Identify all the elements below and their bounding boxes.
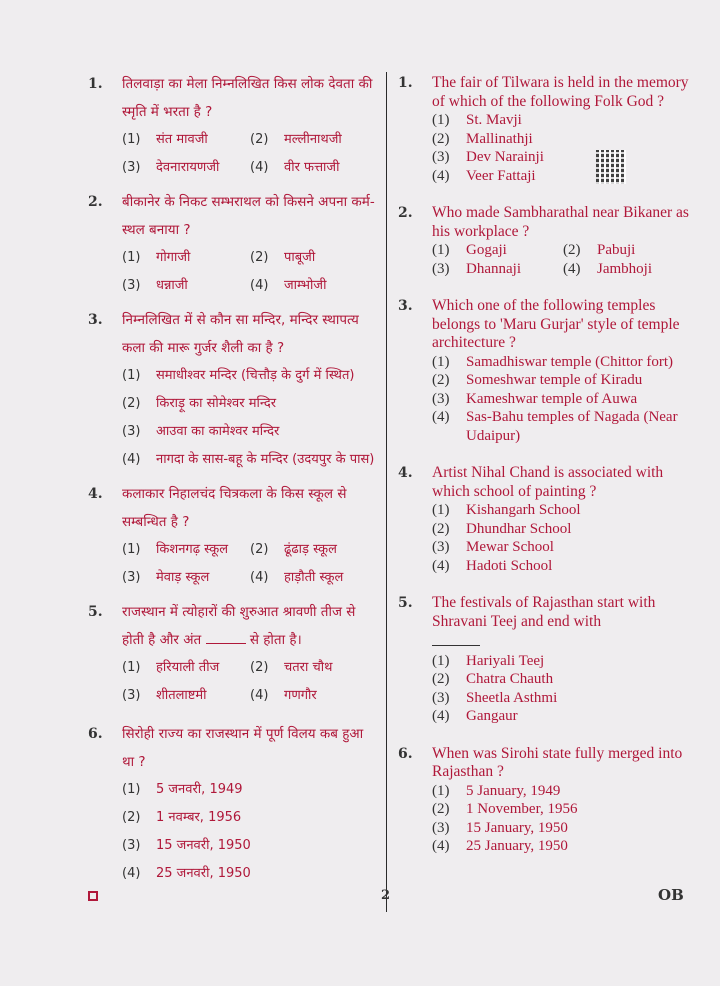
fill-blank — [206, 631, 246, 644]
question-text: राजस्थान में त्योहारों की शुरुआत श्रावणी तीज से होती है और अंत से होता है। — [122, 604, 356, 648]
option: (2) Someshwar temple of Kiradu — [432, 372, 643, 388]
option: (1) गोगाजी — [122, 250, 191, 265]
page-number: 2 — [381, 888, 391, 903]
question-number: 1. — [88, 76, 103, 92]
option: (3) Dhannaji — [432, 260, 521, 277]
option: (1) 5 जनवरी, 1949 — [122, 782, 243, 797]
option: (1) Samadhiswar temple (Chittor fort) — [432, 353, 674, 370]
option: (1) Hariyali Teej — [432, 652, 545, 669]
option: (1) संत मावजी — [122, 132, 208, 147]
booklet-code: OB — [658, 886, 684, 904]
option: (4) 25 January, 1950 — [432, 838, 568, 854]
option: (2) Mallinathji — [432, 130, 533, 147]
option: (3) Kameshwar temple of Auwa — [432, 390, 638, 407]
option: (1) समाधीश्वर मन्दिर (चित्तौड़ के दुर्ग में स्थित) — [122, 368, 355, 383]
question-number: 1. — [398, 75, 413, 91]
english-column — [398, 74, 694, 856]
option: (3) Dev Narainji — [432, 149, 544, 165]
option: (3) धन्नाजी — [122, 278, 188, 293]
option: (4) नागदा के सास-बहू के मन्दिर (उदयपुर के पास) — [122, 452, 375, 467]
question-number: 3. — [398, 298, 413, 314]
question-text: कलाकार निहालचंद चित्रकला के किस स्कूल से सम्बन्धित है ? — [122, 486, 347, 530]
hindi-question-6 — [88, 720, 378, 888]
option: (1) St. Mavji — [432, 112, 522, 128]
question-text: The fair of Tilwara is held in the memory of which of the following Folk God ? — [432, 74, 689, 110]
option: (1) Kishangarh School — [432, 502, 581, 518]
option: (4) Hadoti School — [432, 557, 553, 574]
question-text: निम्नलिखित में से कौन सा मन्दिर, मन्दिर स्थापत्य कला की मारू गुर्जर शैली का है ? — [122, 312, 359, 356]
option: (2) मल्लीनाथजी — [250, 132, 342, 147]
english-question-4 — [398, 464, 694, 575]
question-number: 5. — [398, 595, 413, 611]
question-text: When was Sirohi state fully merged into Rajasthan ? — [432, 744, 683, 780]
question-number: 4. — [88, 486, 103, 502]
question-number: 6. — [398, 745, 413, 762]
option: (1) किशनगढ़ स्कूल — [122, 542, 229, 557]
option: (4) हाड़ौती स्कूल — [250, 570, 344, 585]
option: (3) आउवा का कामेश्वर मन्दिर — [122, 424, 280, 439]
fill-blank — [432, 631, 480, 646]
option: (1) Gogaji — [432, 242, 507, 258]
english-question-5 — [398, 594, 694, 726]
question-text: Artist Nihal Chand is associated with which school of painting ? — [432, 464, 664, 500]
option: (2) पाबूजी — [250, 250, 316, 265]
question-number: 5. — [88, 604, 103, 620]
question-text: तिलवाड़ा का मेला निम्नलिखित किस लोक देवता की स्मृति में भरता है ? — [122, 76, 373, 120]
option: (2) किराड़ू का सोमेश्वर मन्दिर — [122, 396, 277, 411]
square-marker-icon — [88, 891, 98, 901]
option: (3) Sheetla Asthmi — [432, 689, 558, 706]
option: (4) गणगौर — [250, 688, 317, 703]
option: (3) मेवाड़ स्कूल — [122, 570, 210, 585]
option: (4) वीर फत्ताजी — [250, 160, 340, 175]
option: (4) Sas-Bahu temples of Nagada (Near Udaipur) — [432, 409, 678, 444]
option: (1) 5 January, 1949 — [432, 782, 561, 799]
option: (3) 15 जनवरी, 1950 — [122, 838, 251, 853]
hindi-question-2 — [88, 188, 378, 300]
option: (4) जाम्भोजी — [250, 278, 327, 293]
option: (4) Jambhoji — [563, 260, 652, 277]
option: (2) ढूंढाड़ स्कूल — [250, 542, 337, 557]
option: (4) 25 जनवरी, 1950 — [122, 866, 251, 881]
hindi-question-5 — [88, 598, 378, 710]
option: (4) Gangaur — [432, 708, 518, 724]
question-number: 4. — [398, 465, 413, 481]
question-text: The festivals of Rajasthan start with Shravani Teej and end with — [432, 594, 656, 630]
question-number: 2. — [88, 194, 103, 210]
english-question-1 — [398, 74, 694, 185]
option: (3) 15 January, 1950 — [432, 819, 568, 836]
option: (2) Pabuji — [563, 242, 636, 258]
english-question-6 — [398, 745, 694, 856]
hindi-question-1 — [88, 70, 378, 182]
english-question-3 — [398, 297, 694, 445]
option: (2) 1 नवम्बर, 1956 — [122, 810, 242, 825]
option: (3) शीतलाष्टमी — [122, 688, 207, 703]
question-text: बीकानेर के निकट सम्भराथल को किसने अपना कर्म-स्थल बनाया ? — [122, 194, 375, 238]
hindi-column — [88, 70, 378, 888]
question-number: 3. — [88, 312, 103, 328]
option: (2) Dhundhar School — [432, 520, 572, 537]
question-number: 2. — [398, 205, 413, 221]
column-divider — [386, 72, 387, 912]
option: (2) चतरा चौथ — [250, 660, 333, 675]
hindi-question-3 — [88, 306, 378, 474]
question-text: Who made Sambharathal near Bikaner as his workplace ? — [432, 204, 689, 240]
question-text: Which one of the following temples belongs to 'Maru Gurjar' style of temple architecture ? — [432, 297, 680, 351]
option: (3) देवनारायणजी — [122, 160, 220, 175]
option: (1) हरियाली तीज — [122, 660, 220, 675]
hindi-question-4 — [88, 480, 378, 592]
option: (2) 1 November, 1956 — [432, 801, 578, 817]
option: (2) Chatra Chauth — [432, 671, 554, 687]
english-question-2 — [398, 204, 694, 278]
option: (3) Mewar School — [432, 539, 554, 555]
question-text: सिरोही राज्य का राजस्थान में पूर्ण विलय कब हुआ था ? — [122, 726, 364, 770]
question-number: 6. — [88, 726, 103, 742]
option: (4) Veer Fattaji — [432, 167, 536, 184]
